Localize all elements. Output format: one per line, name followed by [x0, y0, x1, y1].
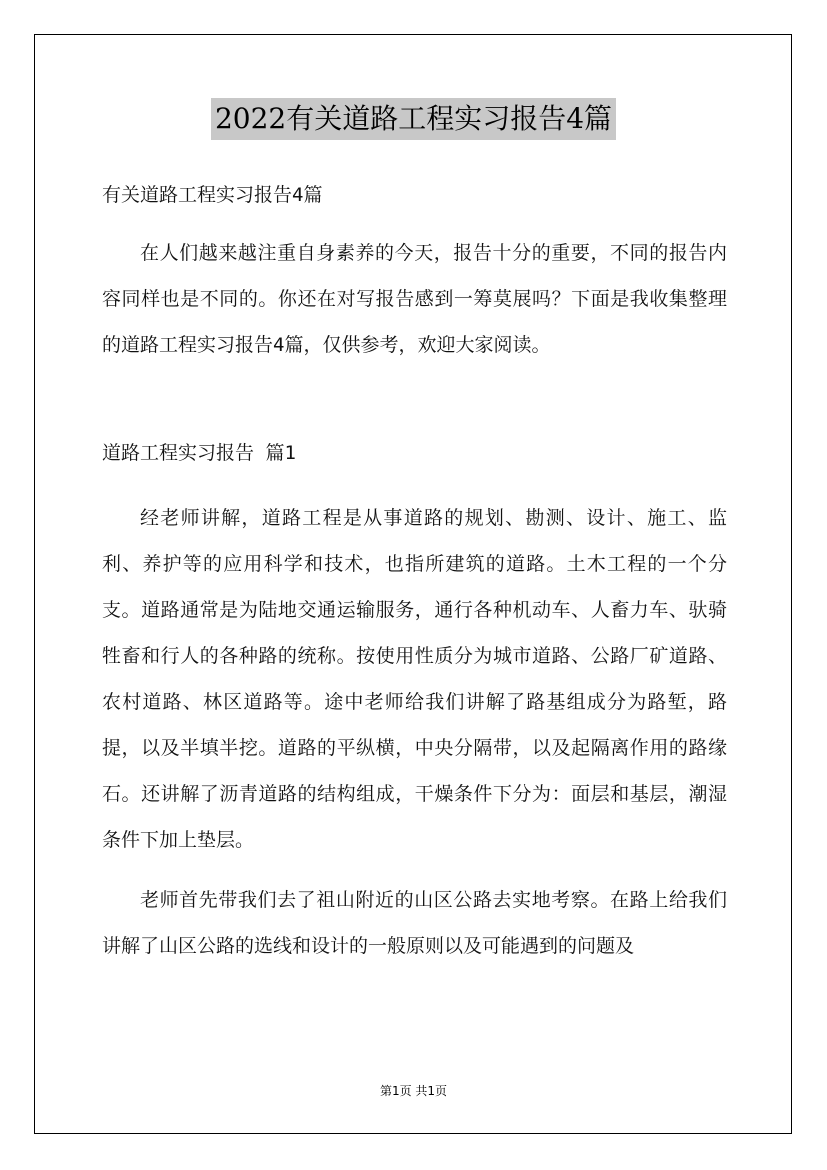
section-paragraph-1: 经老师讲解，道路工程是从事道路的规划、勘测、设计、施工、监利、养护等的应用科学和技术，也指所建筑的道路。土木工程的一个分支。道路通常是为陆地交通运输服务，通行各种机动车、人畜力车、驮骑牲畜和行人的各种路的统称。按使用性质分为城市道路、公路厂矿道路、农村道路、林区道路等。途中老师给我们讲解了路基组成分为路堑，路提，以及半填半挖。道路的平纵横，中央分隔带，以及起隔离作用的路缘石。还讲解了沥青道路的结构组成，干燥条件下分为：面层和基层，潮湿条件下加上垫层。 — [102, 507, 727, 851]
intro-paragraph: 在人们越来越注重自身素养的今天，报告十分的重要，不同的报告内容同样也是不同的。你还在对写报告感到一筹莫展吗？下面是我收集整理的道路工程实习报告4篇，仅供参考，欢迎大家阅读。 — [102, 242, 727, 356]
document-title: 2022有关道路工程实习报告4篇 — [211, 98, 616, 140]
section-paragraph-2: 老师首先带我们去了祖山附近的山区公路去实地考察。在路上给我们讲解了山区公路的选线和设计的一般原则以及可能遇到的问题及 — [102, 889, 727, 957]
page-footer: 第1页 共1页 — [379, 1084, 448, 1098]
document-body — [102, 175, 727, 969]
document-subtitle: 有关道路工程实习报告4篇 — [102, 184, 323, 206]
title-container — [0, 98, 827, 140]
section-heading: 道路工程实习报告 篇1 — [102, 442, 296, 464]
